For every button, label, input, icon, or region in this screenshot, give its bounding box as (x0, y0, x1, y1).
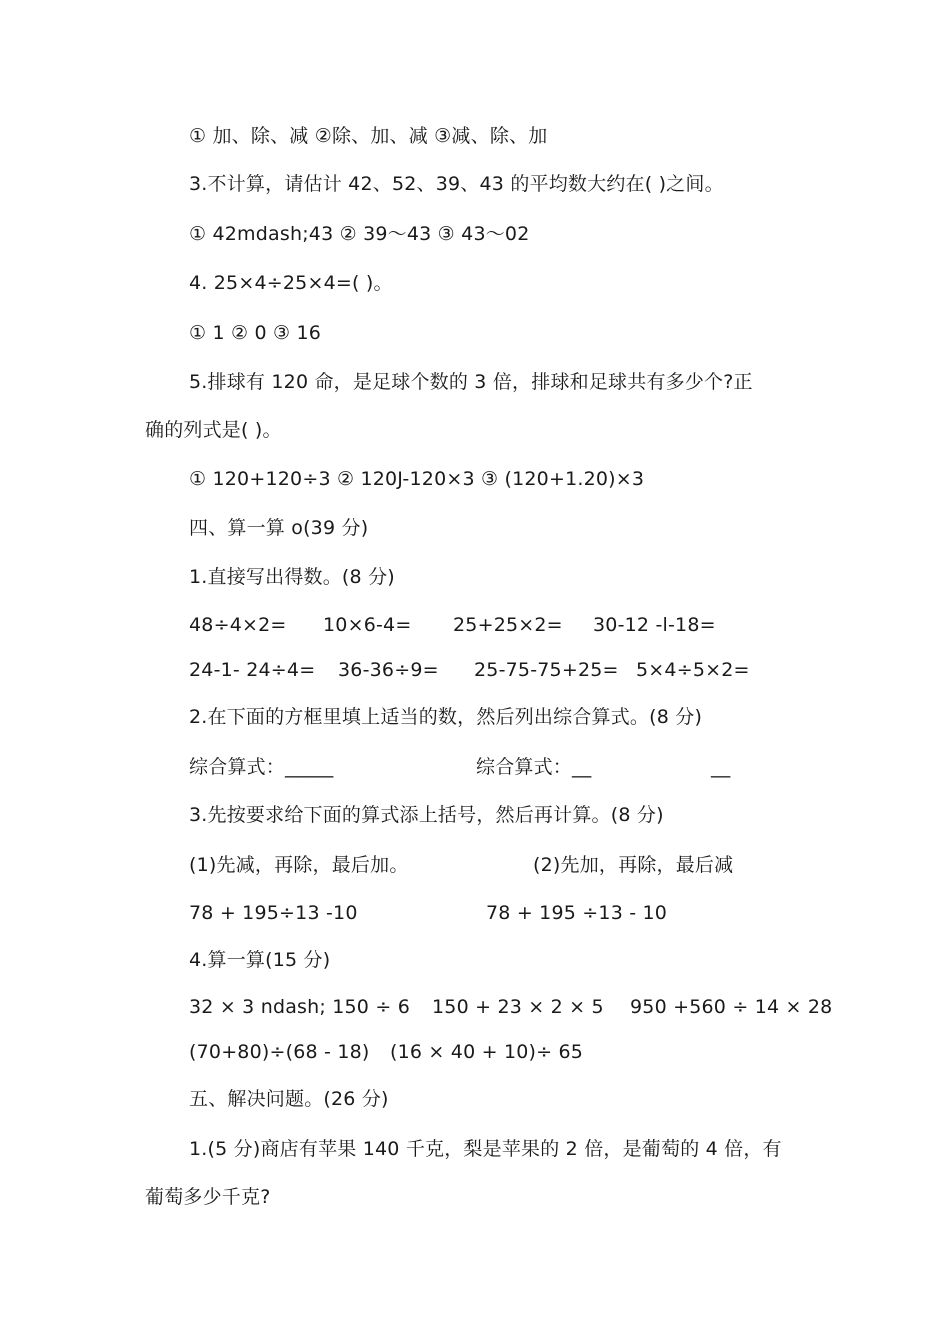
calc-item: (16 × 40 + 10)÷ 65 (390, 1041, 584, 1063)
question-5-line-1: 5.排球有 120 命，是足球个数的 3 倍，排球和足球共有多少个?正 (189, 371, 753, 393)
question-5-line-2: 确的列式是( )。 (145, 419, 282, 441)
combined-formula-blank: __ (711, 756, 731, 778)
calc-item: 950 +560 ÷ 14 × 28 (630, 996, 833, 1018)
calc-item: 25-75-75+25= (474, 659, 619, 681)
choice-options-q3: ① 42mdash;43 ② 39～43 ③ 43～02 (189, 223, 530, 245)
calc-item: 30-12 -l-18= (593, 614, 716, 636)
bracket-instruction: (2)先加，再除，最后减 (533, 854, 734, 876)
calc-item: (70+80)÷(68 - 18) (189, 1041, 370, 1063)
choice-options-q4: ① 1 ② 0 ③ 16 (189, 322, 322, 344)
problem-1-line-1: 1.(5 分)商店有苹果 140 千克，梨是苹果的 2 倍，是葡萄的 4 倍，有 (189, 1138, 782, 1160)
calc-item: 32 × 3 ndash; 150 ÷ 6 (189, 996, 410, 1018)
bracket-expression: 78 + 195 ÷13 - 10 (486, 902, 668, 924)
problem-1-line-2: 葡萄多少千克? (145, 1186, 271, 1208)
subquestion-1-heading: 1.直接写出得数。(8 分) (189, 566, 395, 588)
subquestion-3-heading: 3.先按要求给下面的算式添上括号，然后再计算。(8 分) (189, 804, 664, 826)
question-3: 3.不计算，请估计 42、52、39、43 的平均数大约在( )之间。 (189, 173, 724, 195)
subquestion-4-heading: 4.算一算(15 分) (189, 949, 331, 971)
section-5-heading: 五、解决问题。(26 分) (189, 1088, 389, 1110)
section-4-heading: 四、算一算 o(39 分) (189, 517, 369, 539)
calc-item: 150 + 23 × 2 × 5 (432, 996, 604, 1018)
choice-options-q5: ① 120+120÷3 ② 120J-120×3 ③ (120+1.20)×3 (189, 468, 645, 490)
calc-item: 36-36÷9= (338, 659, 439, 681)
calc-item: 25+25×2= (453, 614, 563, 636)
calc-item: 24-1- 24÷4= (189, 659, 316, 681)
calc-item: 5×4÷5×2= (636, 659, 750, 681)
bracket-expression: 78 + 195÷13 -10 (189, 902, 358, 924)
subquestion-2-heading: 2.在下面的方框里填上适当的数，然后列出综合算式。(8 分) (189, 706, 703, 728)
combined-formula-blank: 综合算式：_____ (189, 756, 334, 778)
calc-item: 10×6-4= (323, 614, 412, 636)
choice-options-q2: ① 加、除、减 ②除、加、减 ③减、除、加 (189, 125, 548, 147)
combined-formula-blank: 综合算式：__ (476, 756, 592, 778)
question-4: 4. 25×4÷25×4=( )。 (189, 272, 393, 294)
calc-item: 48÷4×2= (189, 614, 287, 636)
bracket-instruction: (1)先减，再除，最后加。 (189, 854, 409, 876)
